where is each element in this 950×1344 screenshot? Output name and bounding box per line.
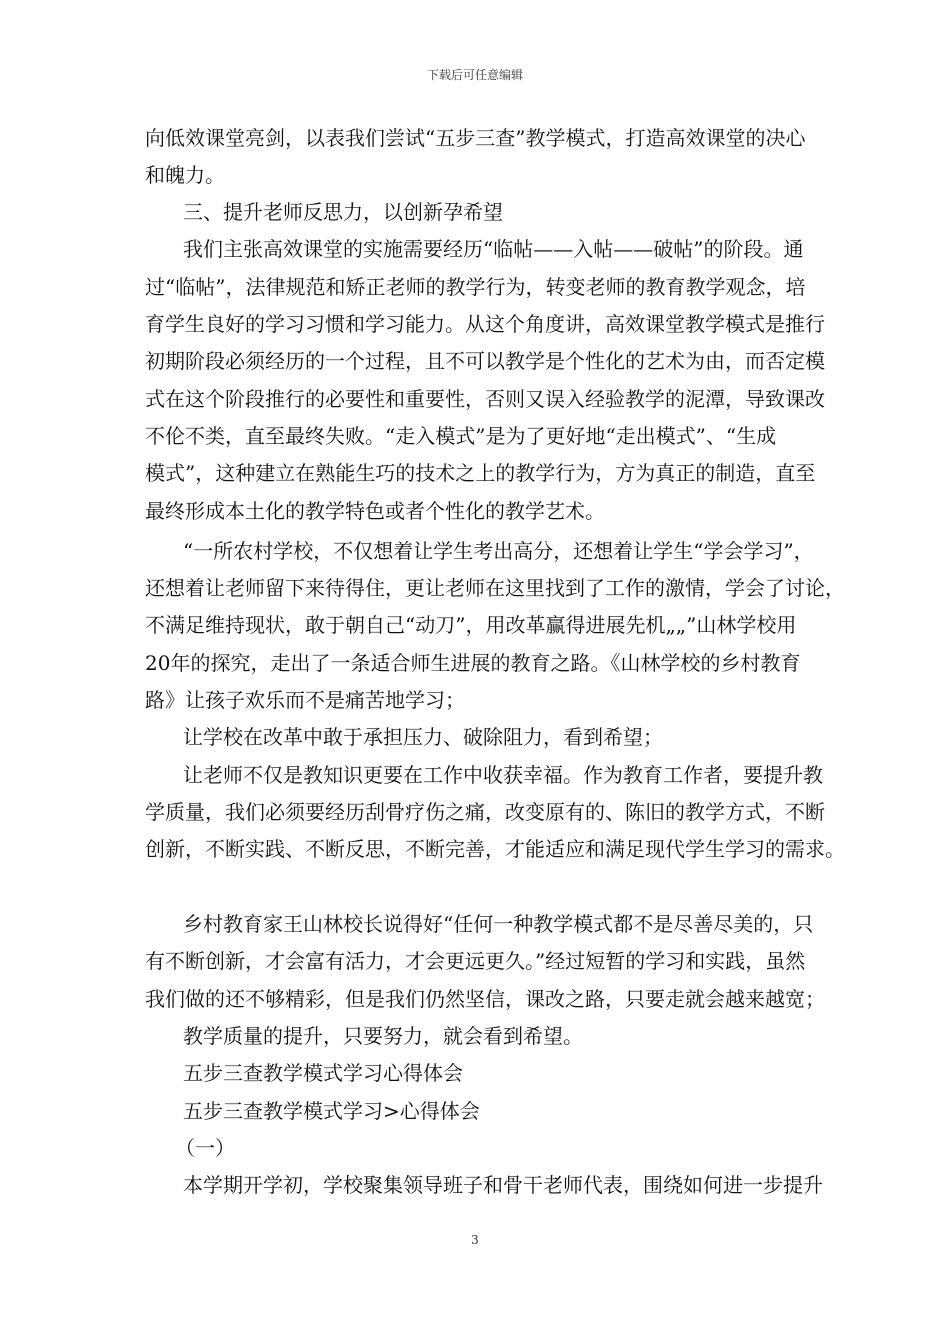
text-line: 育学生良好的学习习惯和学习能力。从这个角度讲，高效课堂教学模式是推行 xyxy=(145,312,825,336)
page-header: 下载后可任意编辑 xyxy=(426,68,523,82)
text-line: 初期阶段必须经历的一个过程，且不可以教学是个性化的艺术为由，而否定模 xyxy=(145,349,825,373)
text-line: 20年的探究，走出了一条适合师生进展的教育之路。《山林学校的乡村教育 xyxy=(145,651,801,675)
text-line: 我们主张高效课堂的实施需要经历“临帖——入帖——破帖”的阶段。通 xyxy=(183,237,804,261)
text-line: 过“临帖”，法律规范和矫正老师的教学行为，转变老师的教育教学观念，培 xyxy=(145,275,806,299)
text-line: 我们做的还不够精彩，但是我们仍然坚信，课改之路，只要走就会越来越宽； xyxy=(145,987,825,1011)
text-line: 路》让孩子欢乐而不是痛苦地学习； xyxy=(145,688,465,712)
text-line: 有不断创新，才会富有活力，才会更远更久。”经过短暂的学习和实践，虽然 xyxy=(145,949,806,973)
section-number: （一） xyxy=(175,1136,235,1160)
text-line: 还想着让老师留下来待得住，更让老师在这里找到了工作的激情，学会了讨论， xyxy=(145,576,845,600)
text-line: 不满足维持现状，敢于朝自己“动刀”，用改革赢得进展先机„„”山林学校用 xyxy=(145,613,797,637)
text-line: 不伦不类，直至最终失败。“走入模式”是为了更好地“走出模式”、“生成 xyxy=(145,424,777,448)
subheading: 五步三查教学模式学习>心得体会 xyxy=(183,1099,480,1123)
text-line: 学质量，我们必须要经历刮骨疗伤之痛，改变原有的、陈旧的教学方式，不断 xyxy=(145,800,825,824)
text-line: 模式”，这种建立在熟能生巧的技术之上的教学行为，方为真正的制造，直至 xyxy=(145,461,816,485)
section-heading: 三、提升老师反思力，以创新孕希望 xyxy=(183,200,503,224)
text-line: 让老师不仅是教知识更要在工作中收获幸福。作为教育工作者，要提升教 xyxy=(183,763,823,787)
subheading: 五步三查教学模式学习心得体会 xyxy=(183,1061,463,1085)
text-line: 乡村教育家王山林校长说得好“任何一种教学模式都不是尽善尽美的，只 xyxy=(183,912,814,936)
text-line: 和魄力。 xyxy=(145,163,225,187)
text-line: 让学校在改革中敢于承担压力、破除阻力，看到希望； xyxy=(183,725,663,749)
text-line: 向低效课堂亮剑，以表我们尝试“五步三查”教学模式，打造高效课堂的决心 xyxy=(145,126,806,150)
page-number: 3 xyxy=(471,1233,479,1247)
text-line: 最终形成本土化的教学特色或者个性化的教学艺术。 xyxy=(145,499,605,523)
text-line: “一所农村学校，不仅想着让学生考出高分，还想着让学生“学会学习”， xyxy=(183,539,814,563)
text-line: 教学质量的提升，只要努力，就会看到希望。 xyxy=(183,1024,583,1048)
text-line: 创新，不断实践、不断反思，不断完善，才能适应和满足现代学生学习的需求。 xyxy=(145,837,845,861)
text-line: 式在这个阶段推行的必要性和重要性，否则又误入经验教学的泥潭，导致课改 xyxy=(145,387,825,411)
text-line: 本学期开学初，学校聚集领导班子和骨干老师代表，围绕如何进一步提升 xyxy=(183,1173,823,1197)
